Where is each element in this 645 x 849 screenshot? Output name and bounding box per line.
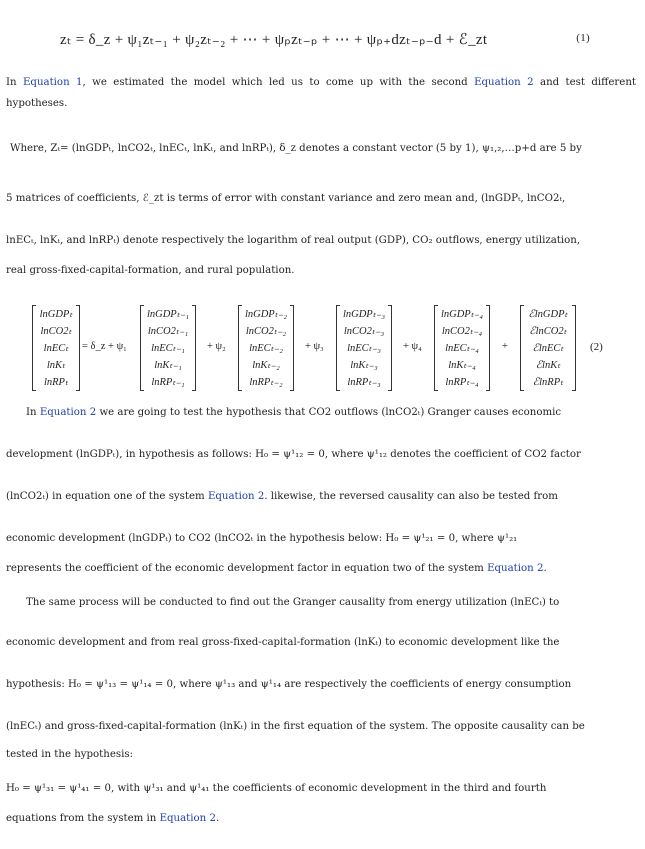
matrix-cell: lnECₜ₋₁ xyxy=(151,343,185,354)
paragraph-3-line-1 xyxy=(26,402,636,423)
matrix-cell: lnKₜ₋₁ xyxy=(154,360,182,371)
matrix-cell: lnRPₜ₋₂ xyxy=(249,377,283,388)
paragraph-2-line-4: real gross-fixed-capital-formation, and rural population. xyxy=(6,265,295,276)
paragraph-3-line-5 xyxy=(6,558,636,579)
matrix-cell: lnKₜ₋₃ xyxy=(350,360,378,371)
matrix-cell: lnGDPₜ₋₁ xyxy=(146,309,190,320)
equation-2-operator: + ψ₃ xyxy=(305,341,324,352)
matrix-cell: lnECₜ₋₃ xyxy=(347,343,381,354)
matrix-cell: lnCO2ₜ₋₂ xyxy=(245,326,287,337)
equation-2-link[interactable]: Equation 2 xyxy=(39,407,97,418)
matrix-cell: lnRPₜ₋₁ xyxy=(151,377,185,388)
equation-1-text: zₜ = δ_z + ψ₁zₜ₋₁ + ψ₂zₜ₋₂ + ⋯ + ψₚzₜ₋ₚ + ⋯ + ψₚ₊dzₜ₋ₚ₋d + ℰ_zt xyxy=(60,32,488,48)
para4-text: . xyxy=(215,813,220,824)
matrix-lag-3 xyxy=(336,306,392,390)
equation-2-number: (2) xyxy=(590,341,603,353)
matrix-lag-4 xyxy=(434,306,490,390)
matrix-cell: ℰlnGDPₜ xyxy=(528,309,568,320)
para3-text: represents the coefficient of the economic development factor in equation two of the system xyxy=(6,563,488,574)
equation-2-constant: = δ_z + ψ₁ xyxy=(82,341,127,352)
equation-1-link[interactable]: Equation 1 xyxy=(22,77,83,88)
equation-1 xyxy=(60,30,590,49)
equation-2-link[interactable]: Equation 2 xyxy=(474,77,534,88)
matrix-cell: lnCO2ₜ xyxy=(40,326,72,337)
matrix-cell: lnCO2ₜ₋₁ xyxy=(147,326,189,337)
equation-2-link[interactable]: Equation 2 xyxy=(487,563,544,574)
para1-text: In xyxy=(6,77,23,88)
matrix-cell: lnRPₜ xyxy=(43,377,69,388)
paragraph-4-line-4: (lnECₜ) and gross-fixed-capital-formation (lnKₜ) in the first equation of the system. The opposite causality can be xyxy=(6,721,585,732)
paragraph-4-line-7 xyxy=(6,808,636,829)
matrix-cell: lnGDPₜ₋₂ xyxy=(244,309,288,320)
equation-2-operator: + ψ₄ xyxy=(403,341,422,352)
para1-text: , we estimated the model which led us to come up with the second xyxy=(82,77,475,88)
matrix-cell: lnCO2ₜ₋₄ xyxy=(441,326,483,337)
paragraph-4-line-1: The same process will be conducted to find out the Granger causality from energy utilization (lnECₜ) to xyxy=(26,597,560,608)
para3-text: . xyxy=(543,563,547,574)
matrix-cell: ℰlnKₜ xyxy=(535,360,561,371)
matrix-cell: lnGDPₜ₋₃ xyxy=(342,309,386,320)
paragraph-4-line-6: H₀ = ψ¹₃₁ = ψ¹₄₁ = 0, with ψ¹₃₁ and ψ¹₄₁ the coefficients of economic development in the third and fourth xyxy=(6,783,547,794)
equation-2-link[interactable]: Equation 2 xyxy=(207,491,265,502)
matrix-lag-2 xyxy=(238,306,294,390)
paragraph-3-line-3 xyxy=(6,486,636,507)
paragraph-1 xyxy=(6,72,636,114)
paragraph-3-line-4: economic development (lnGDPₜ) to CO2 (lnCO2ₜ in the hypothesis below: H₀ = ψ¹₂₁ = 0, where ψ¹₂₁ xyxy=(6,533,518,544)
matrix-cell: ℰlnECₜ xyxy=(532,343,564,354)
equation-2-link[interactable]: Equation 2 xyxy=(159,813,216,824)
matrix-error xyxy=(520,306,576,390)
equation-2-operator: + ψ₂ xyxy=(207,341,226,352)
matrix-lag-1 xyxy=(140,306,196,390)
matrix-cell: lnECₜ₋₄ xyxy=(445,343,479,354)
matrix-cell: ℰlnCO2ₜ xyxy=(529,326,567,337)
paragraph-2-line-1: Where, Zₜ= (lnGDPₜ, lnCO2ₜ, lnECₜ, lnKₜ, and lnRPₜ), δ_z denotes a constant vector (5 by 1), ψ₁,₂,…p+d are 5 by xyxy=(10,143,582,154)
matrix-cell: lnRPₜ₋₃ xyxy=(347,377,381,388)
paragraph-4-line-3: hypothesis: H₀ = ψ¹₁₃ = ψ¹₁₄ = 0, where ψ¹₁₃ and ψ¹₁₄ are respectively the coefficients of energy consumption xyxy=(6,679,572,690)
equation-1-number: (1) xyxy=(576,32,590,44)
matrix-lhs xyxy=(32,306,80,390)
matrix-cell: lnGDPₜ xyxy=(39,309,73,320)
equation-2 xyxy=(20,306,620,391)
para3-text: In xyxy=(26,407,40,418)
matrix-cell: lnRPₜ₋₄ xyxy=(445,377,479,388)
matrix-cell: lnGDPₜ₋₄ xyxy=(440,309,484,320)
matrix-cell: lnCO2ₜ₋₃ xyxy=(343,326,385,337)
paragraph-4-line-5: tested in the hypothesis: xyxy=(6,749,134,760)
matrix-cell: lnKₜ xyxy=(46,360,66,371)
matrix-cell: lnECₜ xyxy=(43,343,69,354)
matrix-cell: lnKₜ₋₂ xyxy=(252,360,280,371)
para3-text: we are going to test the hypothesis that CO2 outflows (lnCO2ₜ) Granger causes economic xyxy=(96,407,562,418)
matrix-cell: lnKₜ₋₄ xyxy=(448,360,476,371)
matrix-cell: lnECₜ₋₂ xyxy=(249,343,283,354)
para4-text: equations from the system in xyxy=(6,813,160,824)
paragraph-4-line-2: economic development and from real gross-fixed-capital-formation (lnKₜ) to economic development like the xyxy=(6,637,560,648)
matrix-cell: ℰlnRPₜ xyxy=(532,377,564,388)
paragraph-2-line-3: lnECₜ, lnKₜ, and lnRPₜ) denote respectively the logarithm of real output (GDP), CO₂ outflows, energy utilization, xyxy=(6,235,581,246)
para3-text: . likewise, the reversed causality can also be tested from xyxy=(264,491,558,502)
paragraph-3-line-2: development (lnGDPₜ), in hypothesis as follows: H₀ = ψ¹₁₂ = 0, where ψ¹₁₂ denotes the coefficient of CO2 factor xyxy=(6,449,581,460)
paragraph-2-line-2: 5 matrices of coefficients, ℰ_zt is terms of error with constant variance and zero mean and, (lnGDPₜ, lnCO2ₜ, xyxy=(6,193,566,204)
para3-text: (lnCO2ₜ) in equation one of the system xyxy=(6,491,208,502)
para1-text: and test different hypotheses. xyxy=(6,77,636,109)
equation-2-operator: + xyxy=(502,341,508,352)
